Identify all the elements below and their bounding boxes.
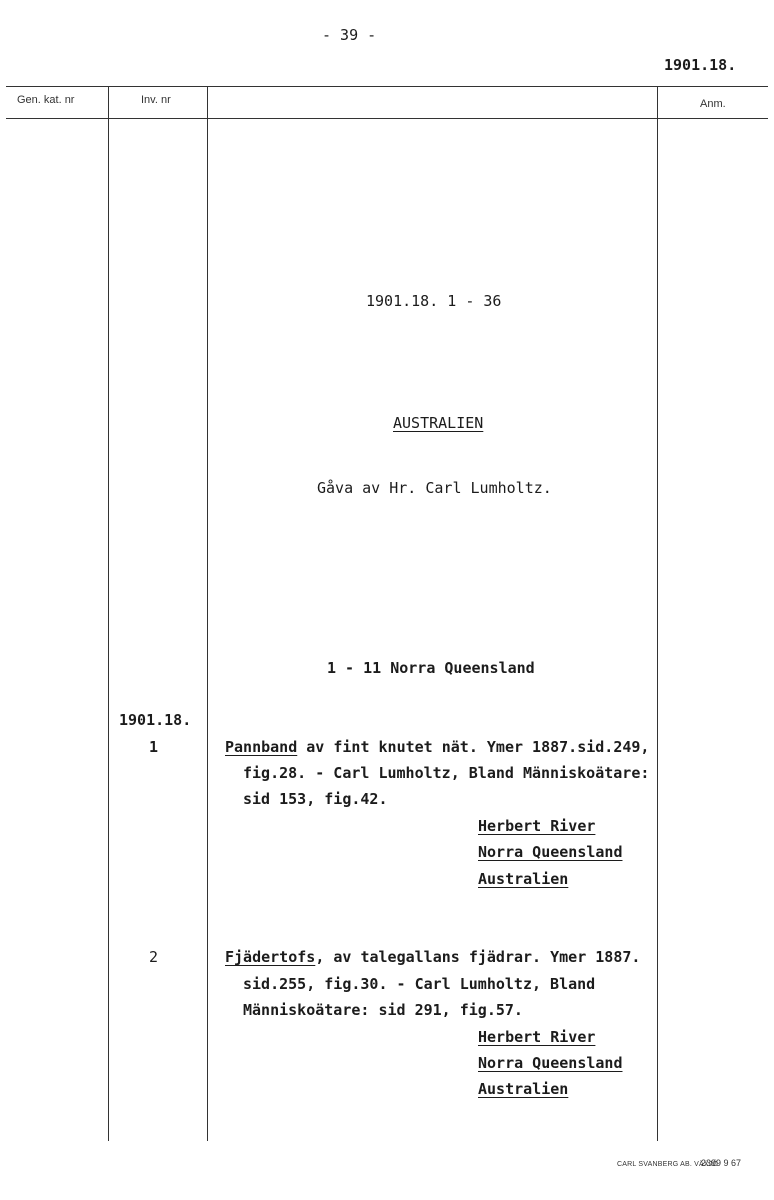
entry-2-location-region: Norra Queensland [478, 1054, 623, 1072]
entry-2-line-1: , av talegallans fjädrar. Ymer 1887. [315, 948, 641, 966]
column-header-inv-nr: Inv. nr [141, 94, 171, 106]
collection-region: AUSTRALIEN [393, 414, 484, 432]
entry-1-prefix: 1901.18. [119, 711, 192, 729]
entry-1-location-river: Herbert River [478, 817, 596, 835]
entry-1-number: 1 [149, 738, 159, 756]
collection-donor: Gåva av Hr. Carl Lumholtz. [317, 479, 552, 497]
entry-2-number: 2 [149, 948, 159, 966]
entry-1-line-2: fig.28. - Carl Lumholtz, Bland Människoätare: [243, 764, 650, 782]
entry-1-location-country: Australien [478, 870, 569, 888]
entry-2-name: Fjädertofs [225, 948, 316, 966]
header-bottom-rule [6, 118, 768, 119]
entry-2-location-river: Herbert River [478, 1028, 596, 1046]
footer-printer: CARL SVANBERG AB. VÄXJÖ [617, 1161, 719, 1168]
entry-1-first-line [225, 740, 649, 755]
column-header-anm: Anm. [700, 98, 726, 110]
page-number: - 39 - [322, 26, 377, 44]
header-top-rule [6, 86, 768, 87]
entry-1-name: Pannband [225, 738, 298, 756]
entry-1-line-3: sid 153, fig.42. [243, 790, 388, 808]
entry-1-location-region: Norra Queensland [478, 843, 623, 861]
column-divider-1 [108, 86, 109, 1141]
entry-2-location-country: Australien [478, 1080, 569, 1098]
collection-range: 1901.18. 1 - 36 [366, 292, 502, 310]
entry-2-line-3: Människoätare: sid 291, fig.57. [243, 1001, 523, 1019]
footer-code: 2399 9 67 [701, 1158, 742, 1168]
entry-2-first-line [225, 950, 640, 965]
entry-2-line-2: sid.255, fig.30. - Carl Lumholtz, Bland [243, 975, 596, 993]
entry-1-line-1: av fint knutet nät. Ymer 1887.sid.249, [297, 738, 650, 756]
column-divider-3 [657, 86, 658, 1141]
column-header-gen-kat-nr: Gen. kat. nr [17, 94, 75, 106]
accession-number: 1901.18. [664, 56, 737, 74]
column-divider-2 [207, 86, 208, 1141]
collection-subrange: 1 - 11 Norra Queensland [327, 659, 535, 677]
